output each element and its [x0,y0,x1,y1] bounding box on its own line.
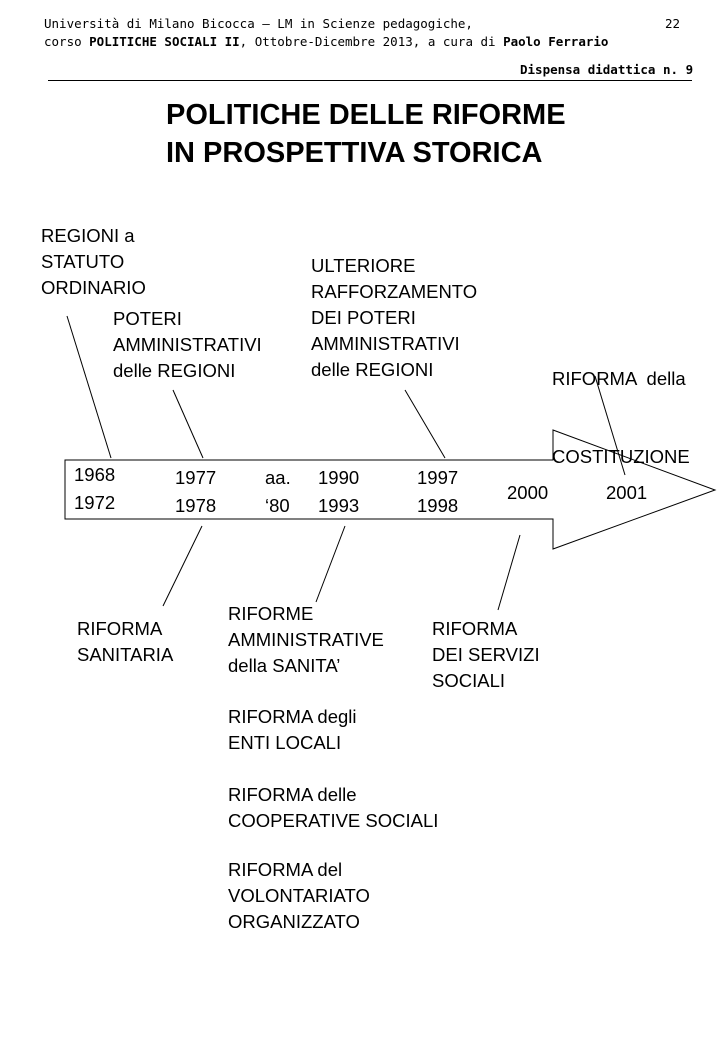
label-line: DEI SERVIZI [432,644,540,665]
year-1990-1993 [318,464,359,520]
label-line: SANITARIA [77,644,174,665]
course-name: POLITICHE SOCIALI II [89,34,240,49]
dispensa-label: Dispensa didattica n. 9 [520,62,694,77]
label-riforma-enti-locali [228,704,357,756]
label-line: STATUTO [41,251,125,272]
label-line: RIFORME [228,603,314,624]
label-line: AMMINISTRATIVE [228,629,384,650]
label-line: COOPERATIVE SOCIALI [228,810,439,831]
header-line-1: Università di Milano Bicocca – LM in Scienze pedagogiche, [44,16,473,31]
connector-servizi-sociali [498,535,520,610]
page-number: 22 [665,16,681,31]
label-line: ULTERIORE [311,255,416,276]
header-mid: , Ottobre-Dicembre 2013, a cura di [239,34,504,49]
label-line: RIFORMA degli [228,706,357,727]
year-line: 1977 [175,467,217,488]
year-1997-1998 [417,464,458,520]
label-line: COSTITUZIONE [552,446,690,467]
connector-riforme-amm [316,526,345,602]
year-line: 1993 [318,495,360,516]
year-1968-1972 [74,461,115,517]
connector-ulteriore [405,390,445,458]
label-line: POTERI [113,308,182,329]
header-prefix: corso [44,34,90,49]
year-line: aa. [265,467,291,488]
label-line: RIFORMA [77,618,163,639]
connector-poteri [173,390,203,458]
label-line: DEI POTERI [311,307,416,328]
year-2001: 2001 [606,482,648,503]
label-line: AMMINISTRATIVI [113,334,262,355]
title-line-1: POLITICHE DELLE RIFORME [166,99,566,131]
year-anni-80 [265,464,291,520]
author-name: Paolo Ferrario [503,34,609,49]
label-line: delle REGIONI [311,359,434,380]
label-line: VOLONTARIATO [228,885,370,906]
label-line: AMMINISTRATIVI [311,333,460,354]
year-line: 1968 [74,464,116,485]
year-line: 1997 [417,467,459,488]
label-regioni-statuto-ordinario [41,223,146,301]
label-riforma-cooperative-sociali [228,782,438,834]
label-riforma-servizi-sociali [432,616,540,694]
label-ulteriore-rafforzamento [311,253,477,383]
year-1977-1978 [175,464,216,520]
connector-sanitaria [163,526,202,606]
year-line: 1990 [318,467,360,488]
label-line: RIFORMA del [228,859,343,880]
label-riforma-volontariato [228,857,370,935]
year-2000: 2000 [507,482,549,503]
title-line-2: IN PROSPETTIVA STORICA [166,137,543,169]
label-riforma-costituzione [552,314,690,496]
label-line: RAFFORZAMENTO [311,281,478,302]
label-line: della SANITA’ [228,655,341,676]
year-line: 1978 [175,495,217,516]
label-riforma-sanitaria [77,616,173,668]
label-line: ORDINARIO [41,277,146,298]
label-line: RIFORMA delle [228,784,357,805]
label-poteri-amministrativi [113,306,262,384]
label-line: RIFORMA [432,618,518,639]
label-line: REGIONI a [41,225,135,246]
label-line: ENTI LOCALI [228,732,342,753]
label-riforme-amministrative-sanita [228,601,384,679]
label-line: RIFORMA della [552,368,686,389]
label-line: SOCIALI [432,670,505,691]
year-line: ‘80 [265,495,290,516]
year-line: 1998 [417,495,459,516]
label-line: ORGANIZZATO [228,911,360,932]
label-line: delle REGIONI [113,360,236,381]
connector-regioni [67,316,111,458]
year-line: 1972 [74,492,116,513]
